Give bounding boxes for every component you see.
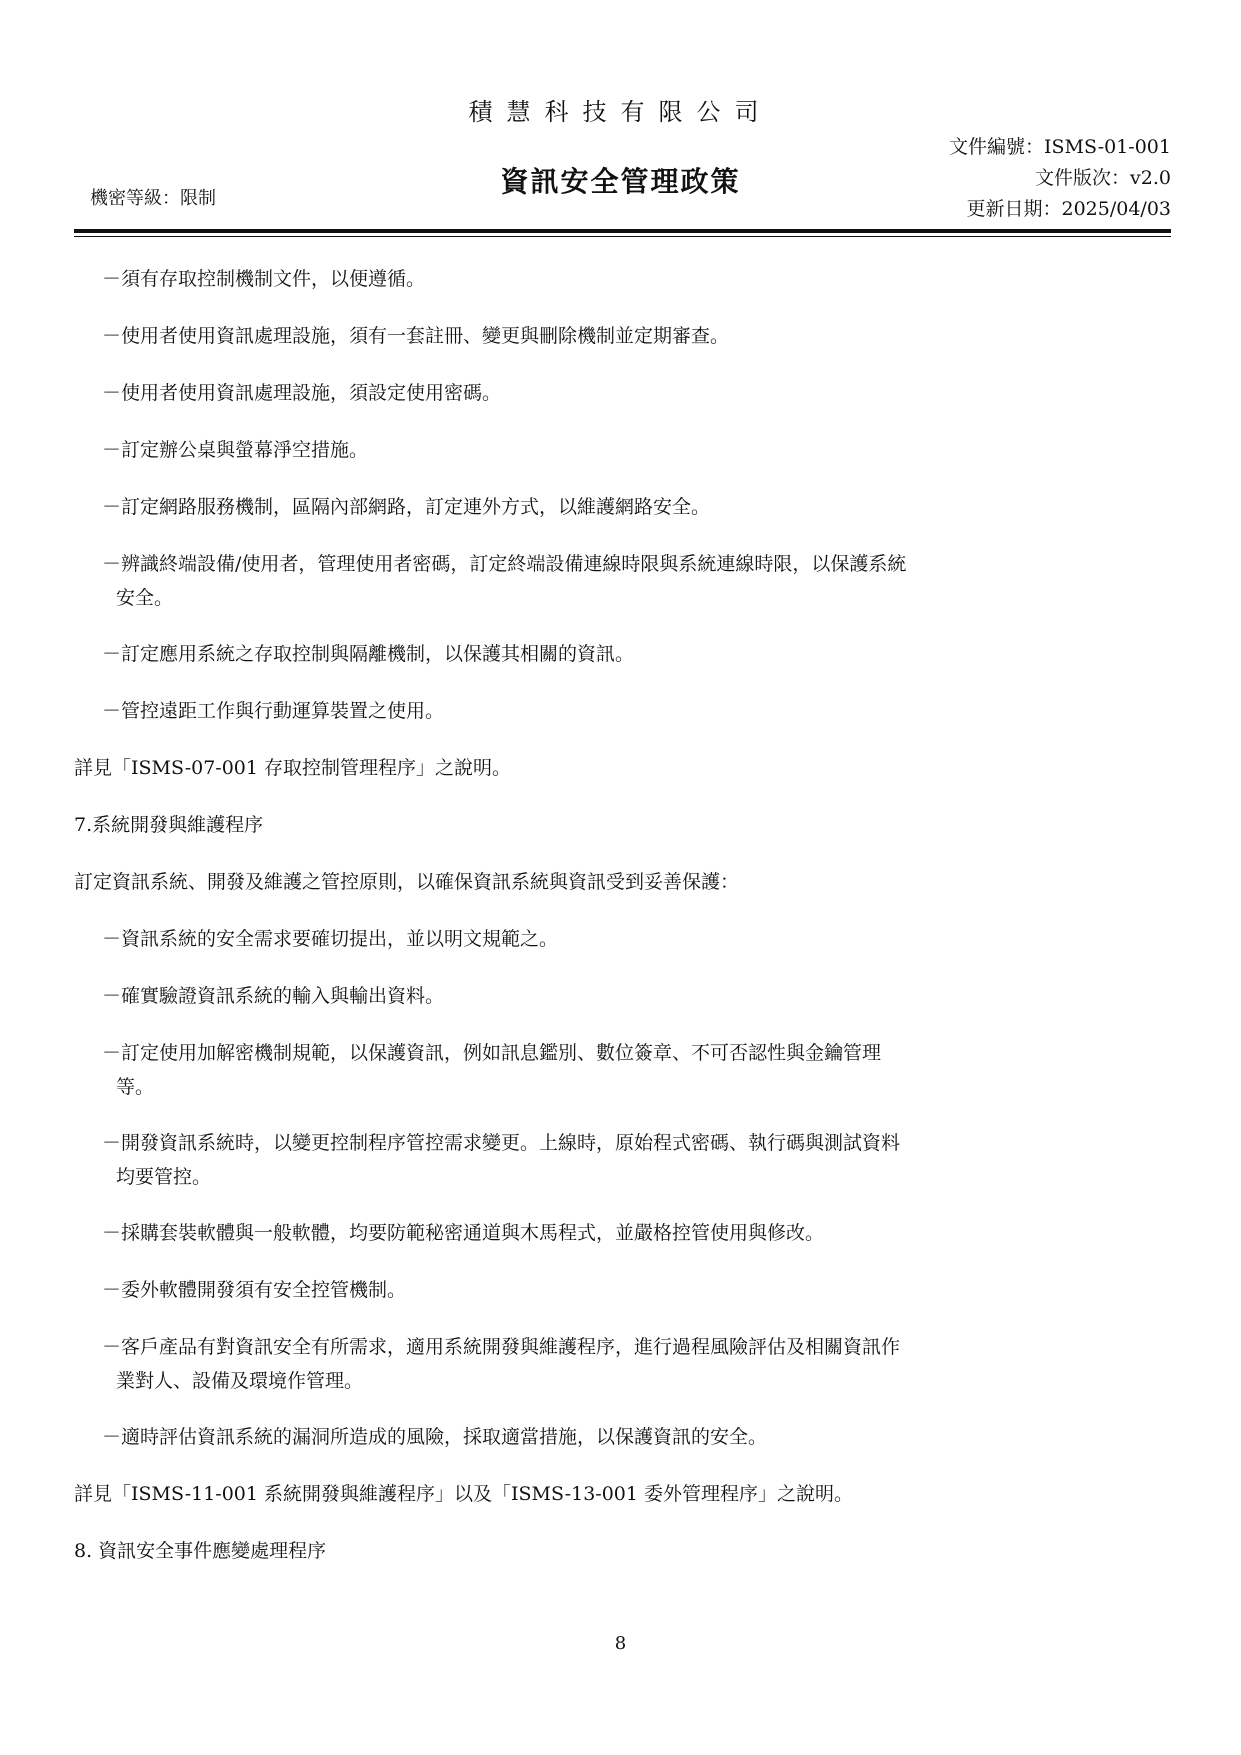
list-item: －管控遠距工作與行動運算裝置之使用。: [102, 700, 445, 722]
list-item-line: 均要管控。: [116, 1166, 212, 1188]
section-heading: 7.系統開發與維護程序: [74, 814, 264, 836]
reference-note: 詳見「ISMS-11-001 系統開發與維護程序」以及「ISMS-13-001 委外管理程序」之說明。: [74, 1483, 854, 1505]
update-date: 更新日期：2025/04/03: [966, 198, 1171, 220]
document-title: 資訊安全管理政策: [500, 165, 741, 198]
list-item: [74, 1036, 1174, 1104]
list-item-line: 業對人、設備及環境作管理。: [116, 1370, 364, 1392]
document-meta: [949, 132, 1171, 225]
list-item-line: 等。: [116, 1076, 155, 1098]
list-item-line: －客戶產品有對資訊安全有所需求，適用系統開發與維護程序，進行過程風險評估及相關資訊作: [102, 1336, 901, 1358]
list-item: －訂定應用系統之存取控制與隔離機制，以保護其相關的資訊。: [102, 643, 635, 665]
doc-number: 文件編號：ISMS-01-001: [949, 136, 1171, 158]
list-item: －使用者使用資訊處理設施，須有一套註冊、變更與刪除機制並定期審查。: [102, 325, 730, 347]
list-item-line: 安全。: [116, 587, 174, 609]
list-item: －適時評估資訊系統的漏洞所造成的風險，採取適當措施，以保護資訊的安全。: [102, 1426, 768, 1448]
list-item: －使用者使用資訊處理設施，須設定使用密碼。: [102, 382, 502, 404]
section-intro: 訂定資訊系統、開發及維護之管控原則，以確保資訊系統與資訊受到妥善保護：: [74, 871, 740, 893]
list-item: －訂定網路服務機制，區隔內部網路，訂定連外方式，以維護網路安全。: [102, 496, 711, 518]
list-item: －委外軟體開發須有安全控管機制。: [102, 1279, 407, 1301]
list-item-line: －辨識終端設備/使用者，管理使用者密碼，訂定終端設備連線時限與系統連線時限，以保護系統: [102, 553, 907, 575]
list-item: －採購套裝軟體與一般軟體，均要防範秘密通道與木馬程式，並嚴格控管使用與修改。: [102, 1222, 825, 1244]
list-item: －確實驗證資訊系統的輸入與輸出資料。: [102, 985, 445, 1007]
list-item: [74, 1330, 1174, 1398]
document-body: [74, 262, 1174, 1591]
doc-version: 文件版次：v2.0: [1035, 167, 1171, 189]
header-divider-thick: [74, 229, 1171, 233]
list-item: －訂定辦公桌與螢幕淨空措施。: [102, 439, 369, 461]
company-name: 積慧科技有限公司: [468, 98, 773, 126]
list-item: －須有存取控制機制文件，以便遵循。: [102, 268, 426, 290]
list-item: [74, 547, 1174, 615]
section-heading: 8. 資訊安全事件應變處理程序: [74, 1540, 327, 1562]
list-item-line: －開發資訊系統時，以變更控制程序管控需求變更。上線時，原始程式密碼、執行碼與測試資料: [102, 1132, 901, 1154]
page-number: 8: [614, 1633, 627, 1654]
list-item: [74, 1126, 1174, 1194]
reference-note: 詳見「ISMS-07-001 存取控制管理程序」之說明。: [74, 757, 512, 779]
list-item: －資訊系統的安全需求要確切提出，並以明文規範之。: [102, 928, 559, 950]
classification-level: 機密等級：限制: [90, 188, 216, 209]
header-divider-thin: [74, 236, 1171, 237]
list-item-line: －訂定使用加解密機制規範，以保護資訊，例如訊息鑑別、數位簽章、不可否認性與金鑰管理: [102, 1042, 882, 1064]
